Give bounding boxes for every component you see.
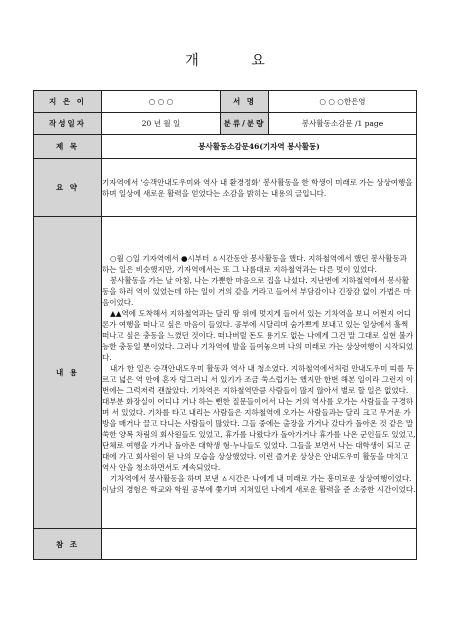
row-date	[34, 113, 417, 135]
author-label: 지 은 이	[34, 91, 102, 113]
content-body	[102, 217, 417, 529]
row-summary	[34, 159, 417, 217]
school-value: ○ ○ ○한은영	[269, 91, 417, 113]
school-label: 서 명	[221, 91, 269, 113]
reference-value	[102, 529, 417, 560]
content-paragraph: ▲▲역에 도착해서 지하철역과는 달리 땅 위에 멋지게 들어서 있는 기차역을 보니 어쩐지 어디론가 여행을 떠나고 싶은 마음이 들었다. 공부에 시달리며 숨가쁘게 보내고 있는 일상에서 훌쩍 떠나고 싶은 충동을 느꼈던 것이다. 떠나버릴 돈도 용기도 없는 나에게 그건 말 그대로 실현 불가능한 충동일 뿐이었다. 그러나 기차역에 발을 들여놓으며 나의 미래로 가는 상상여행이 시작되었다.	[102, 308, 414, 362]
subject-label: 제 목	[34, 135, 102, 159]
summary-sheet-table	[33, 90, 417, 560]
row-reference	[34, 529, 417, 560]
author-value: ○ ○ ○	[102, 91, 221, 113]
row-content	[34, 217, 417, 529]
document-title: 개 요	[185, 53, 289, 69]
content-paragraph: 기차역에서 봉사활동을 하며 보낸 ㅿ시간은 나에게 내 미래로 가는 흥미로운 상상여행이었다. 이날의 경험은 학교와 학원 공부에 쫓기며 지쳐있던 나에게 새로운 활력을 준 소중한 시간이었다.	[102, 473, 416, 494]
category-value: 봉사활동소감문 /1 page	[269, 113, 417, 135]
content-label: 내 용	[34, 217, 102, 529]
row-subject	[34, 135, 417, 159]
date-label: 작성일자	[34, 113, 102, 135]
content-paragraph: 내가 한 일은 승객안내도우미 활동과 역사 내 청소였다. 지하철역에서처럼 안내도우미 띠를 두르고 넓은 역 안에 혼자 덩그러니 서 있기가 조금 쑥스럽기는 했지만 한번 해본 일이라 그런지 이번에는 그럭저럭 괜찮았다. 기차역은 지하철역만큼 사람들이 많지 않아서 별로 할 일은 없었다. 대부분 화장실이 어디냐 거나 하는 뻔한 질문들이어서 나는 거의 역사를 오가는 사람들을 구경하며 서 있었다. 기차를 타고 내리는 사람들은 지하철역에 오가는 사람들과는 달리 크고 무거운 가방을 매거나 끌고 다니는 사람들이 많았다. 그들 중에는 출장을 가거나 갔다가 돌아온 것 같은 말쑥한 양복 차림의 회사원들도 있었고, 휴가를 나왔다가 돌아가거나 휴가를 나온 군인들도 있었고, 단체로 여행을 가거나 돌아온 대학생 형·누나들도 있었다. 그들을 보면서 나는 대학생이 되고 군대에 가고 회사원이 된 나의 모습을 상상했었다. 이런 즐거운 상상은 안내도우미 활동을 마치고 역사 안을 청소하면서도 계속되었다.	[102, 363, 416, 472]
summary-label: 요 약	[34, 159, 102, 217]
content-paragraph: 봉사활동을 가는 날 아침, 나는 가뿐한 마음으로 집을 나섰다. 지난번에 지하철역에서 봉사활동을 하러 역이 있었는데 하는 일이 거의 같을 거라고 들어서 부담감이나 긴장감 없이 가볍은 마음이었다.	[102, 275, 411, 307]
date-value: 20 년 월 일	[102, 113, 221, 135]
category-label: 분류/분량	[221, 113, 269, 135]
subject-value: 봉사활동소감문46(기자역 봉사활동)	[102, 135, 417, 159]
summary-text: 기자역에서 '승객안내도우미와 역사 내 환경정화' 봉사활동을 한 학생이 미래로 가는 상상여행을 하며 일상에 새로운 활력을 얻었다는 소감을 밝히는 내용의 글입니다.	[102, 159, 417, 217]
content-paragraph: ○월 ○일 기자역에서 ●시부터 ㅿ시간동안 봉사활동을 했다. 지하철역에서 했던 봉사활동과 하는 일은 비슷했지만, 기자역에서는 또 그 나름대로 지하철역과는 다른 멋이 있었다.	[102, 253, 408, 274]
reference-label: 참 조	[34, 529, 102, 560]
row-author	[34, 91, 417, 113]
